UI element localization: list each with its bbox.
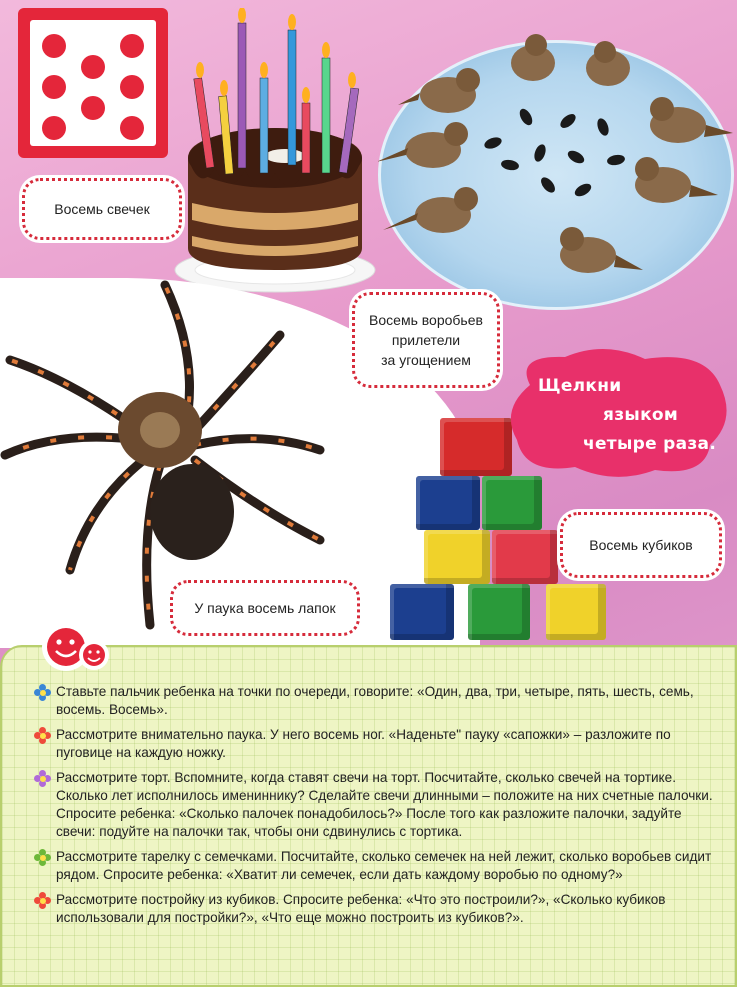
sparrows-caption-line: Восемь воробьев — [369, 312, 483, 328]
cube — [468, 584, 530, 640]
instruction-text: Ставьте пальчик ребенка на точки по очереди, говорите: «Один, два, три, четыре, пять, шесть, семь, восемь. Восемь». — [56, 684, 694, 717]
spider-caption: У паука восемь лапок — [170, 580, 360, 636]
blob-text-line: языком — [603, 405, 679, 425]
dice-dot — [120, 75, 144, 99]
instruction-item — [34, 683, 724, 719]
dice-dot — [81, 55, 105, 79]
dice-card — [18, 8, 168, 158]
sparrows-and-seeds-image — [378, 25, 734, 315]
dice-face — [30, 20, 156, 146]
instruction-text: Рассмотрите постройку из кубиков. Спросите ребенка: «Что это построили?», «Сколько кубиков использовали для постройки?», «Что еще можно построить из кубиков?». — [56, 892, 666, 925]
cube — [492, 530, 558, 584]
dice-dot — [42, 116, 66, 140]
sparrows-caption — [352, 292, 500, 388]
dice-dot — [42, 75, 66, 99]
blob-text-line: четыре раза. — [583, 434, 717, 454]
instruction-item — [34, 726, 724, 762]
flower-bullet-icon — [34, 727, 51, 744]
cube — [416, 476, 480, 530]
blob-text-line: Щелкни — [538, 376, 622, 396]
sparrows-caption-line: за угощением — [381, 352, 471, 368]
instruction-item — [34, 769, 724, 841]
smiley-faces-icon — [40, 617, 110, 675]
flower-bullet-icon — [34, 892, 51, 909]
instruction-item — [34, 891, 724, 927]
instruction-text: Рассмотрите торт. Вспомните, когда ставят свечи на торт. Посчитайте, сколько свечей на тортике. Сколько лет исполнилось имениннику? Сделайте свечи длинными – положите на них счетные палочки. Спросите ребенка: «Сколько палочек понадобилось?» После того как разложите палочки, задуйте свечи: подуйте на палочки так, чтобы они сдвинулись с тортика. — [56, 770, 713, 839]
cube — [482, 476, 542, 530]
cube — [424, 530, 490, 584]
instruction-text: Рассмотрите тарелку с семечками. Посчитайте, сколько семечек на ней лежит, сколько воробьев сидит рядом. Спросите ребенка: «Хватит ли семечек, если дать каждому воробью по одному?» — [56, 849, 712, 882]
cube — [546, 584, 606, 640]
cube — [390, 584, 454, 640]
dice-dot — [120, 116, 144, 140]
cubes-caption: Восемь кубиков — [560, 512, 722, 578]
candles-caption: Восемь свечек — [22, 178, 182, 240]
dice-dot — [81, 96, 105, 120]
instructions-list — [34, 683, 724, 934]
flower-bullet-icon — [34, 770, 51, 787]
flower-bullet-icon — [34, 684, 51, 701]
instruction-item — [34, 848, 724, 884]
dice-dot — [42, 34, 66, 58]
dice-dot — [120, 34, 144, 58]
birthday-cake-image — [170, 8, 380, 298]
instruction-text: Рассмотрите внимательно паука. У него восемь ног. «Наденьте" пауку «сапожки» – разложите по пуговице на каждую ножку. — [56, 727, 671, 760]
flower-bullet-icon — [34, 849, 51, 866]
cube — [440, 418, 512, 476]
sparrows-caption-line: прилетели — [391, 332, 461, 348]
